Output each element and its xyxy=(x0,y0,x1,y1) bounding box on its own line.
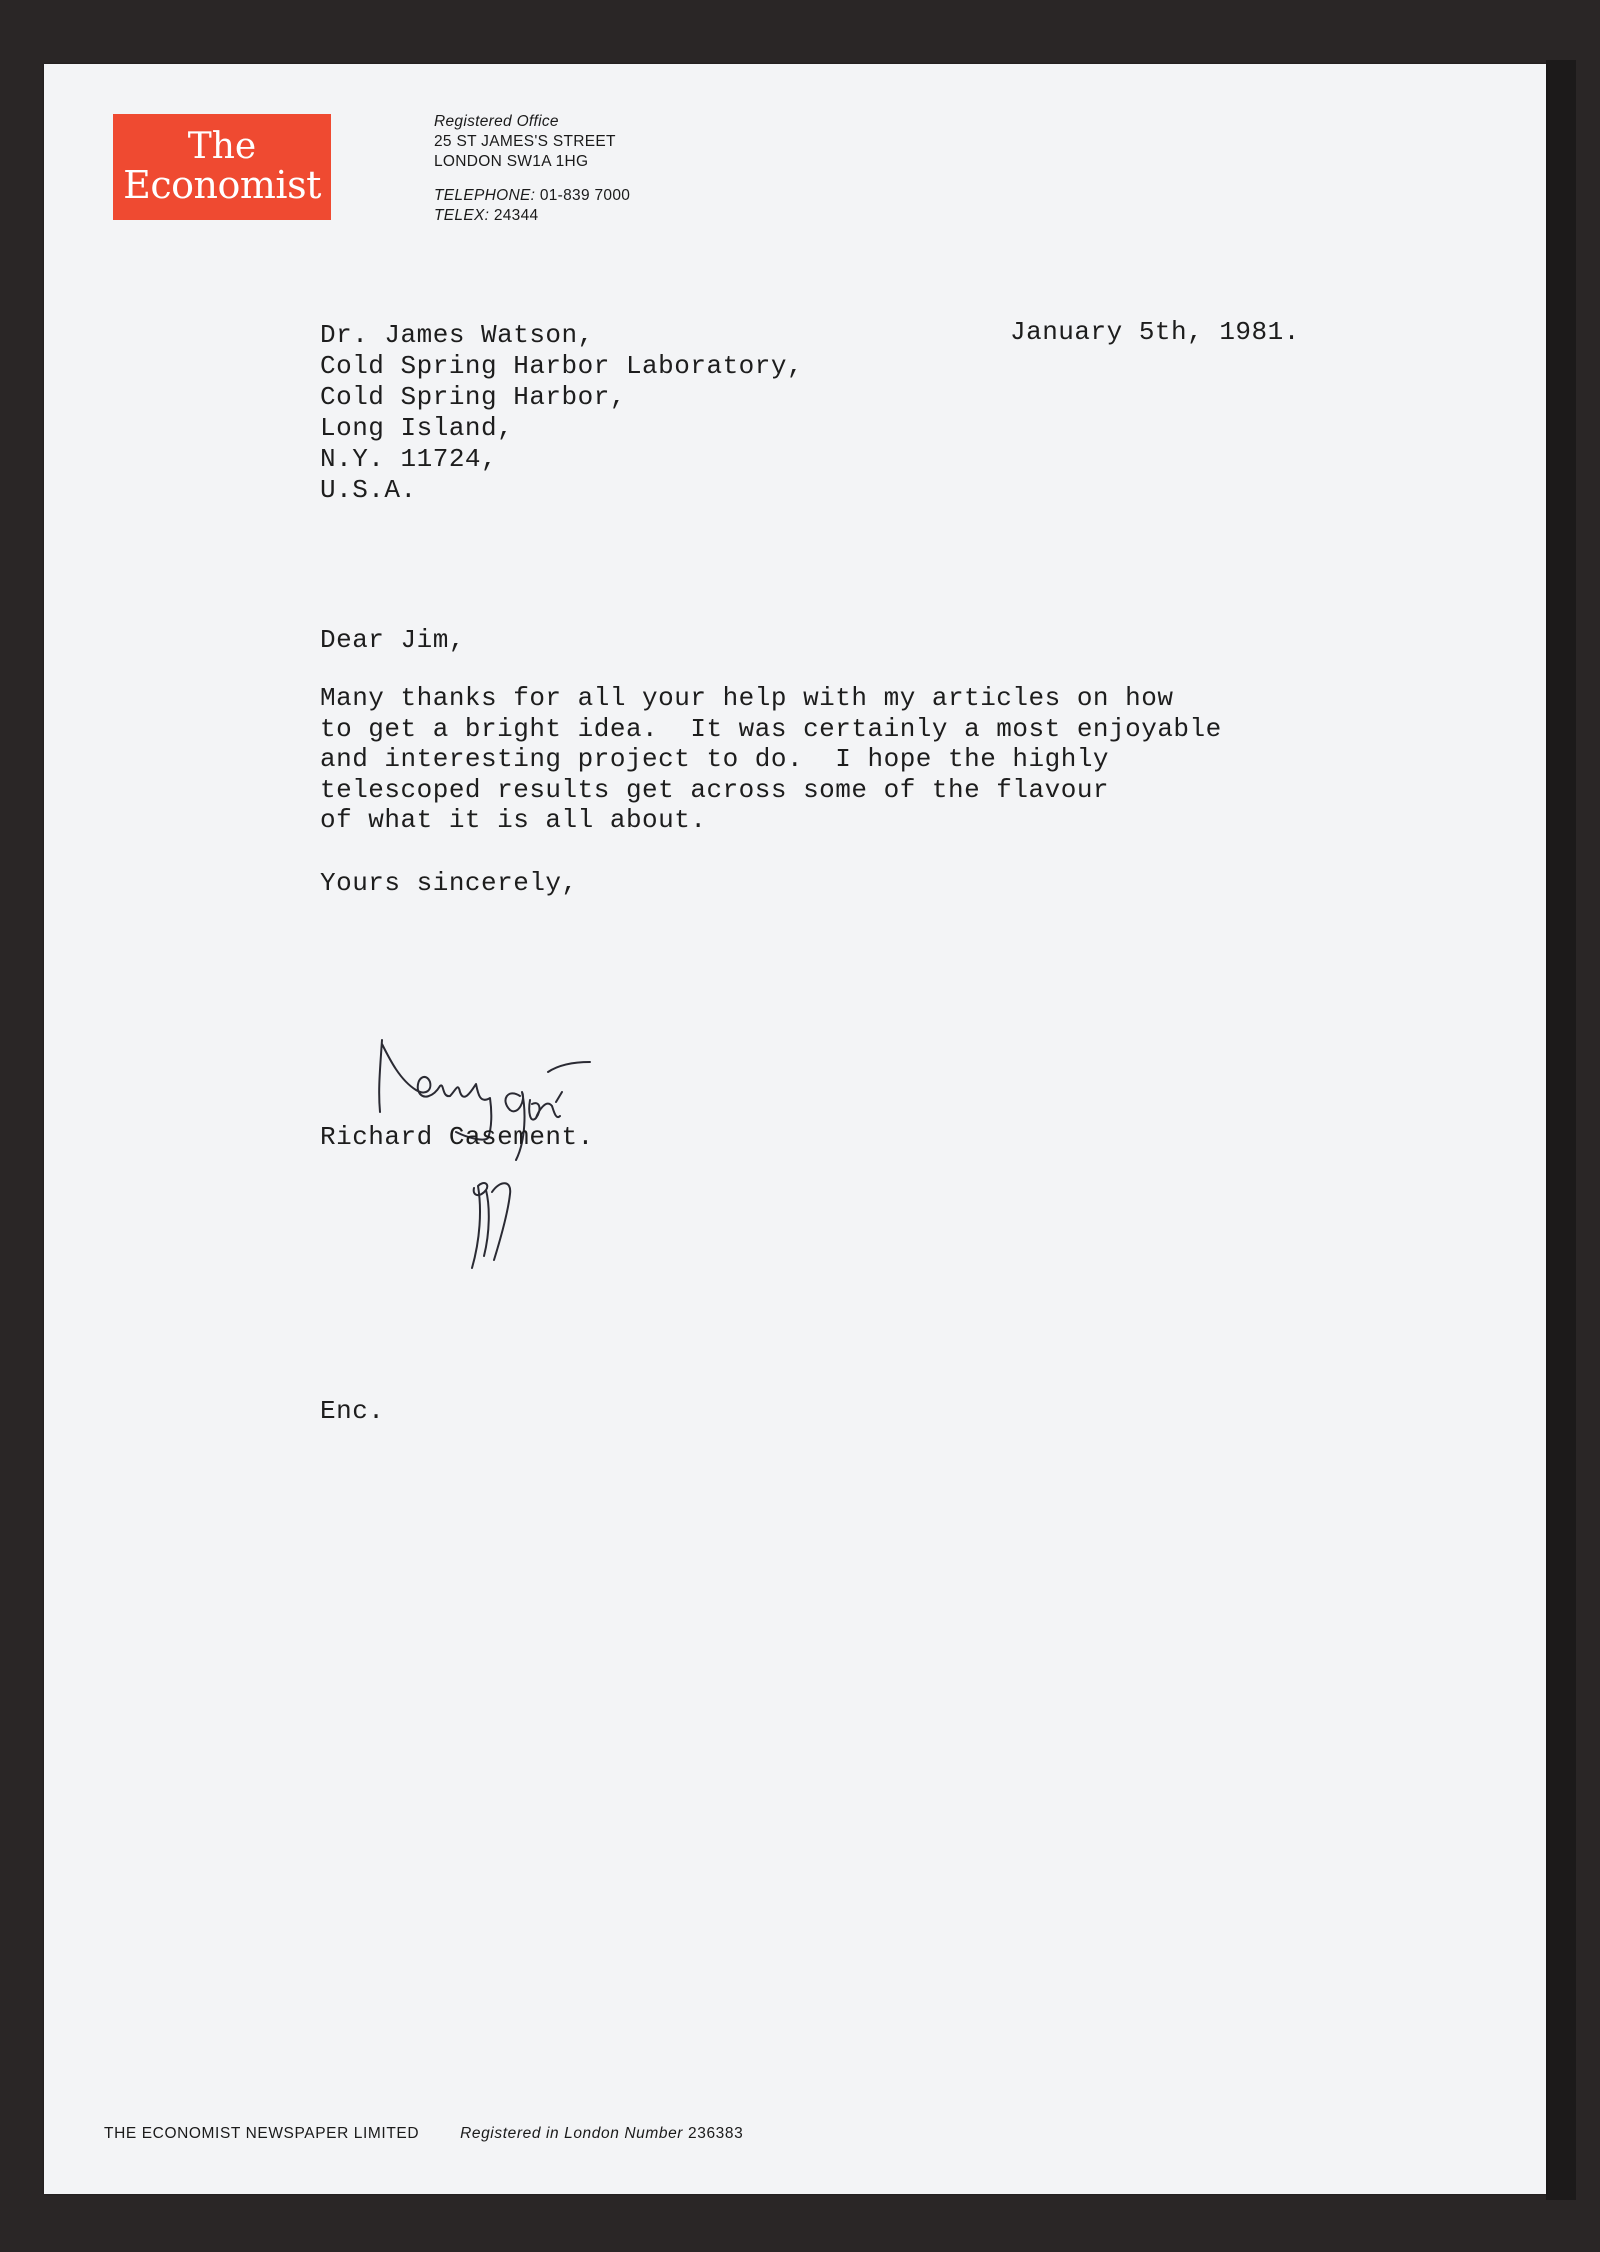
address-line: N.Y. 11724, xyxy=(320,444,498,474)
footer-registered-label: Registered in London Number xyxy=(460,2125,684,2142)
telephone-number: 01-839 7000 xyxy=(539,187,631,204)
body-line: to get a bright idea. It was certainly a most enjoyable xyxy=(320,713,1222,744)
office-street: 25 ST JAMES'S STREET xyxy=(434,133,616,150)
signer-name: Richard Casement. xyxy=(320,1122,594,1152)
body-line: of what it is all about. xyxy=(320,805,707,836)
footer-company: THE ECONOMIST NEWSPAPER LIMITED xyxy=(104,2125,420,2142)
address-line: Dr. James Watson, xyxy=(320,320,594,350)
binder-edge xyxy=(1546,60,1576,2200)
letter-date: January 5th, 1981. xyxy=(1010,317,1300,347)
logo-line-2: Economist xyxy=(123,163,321,207)
letter-body xyxy=(320,683,1222,836)
recipient-address xyxy=(320,320,803,506)
registered-office-block xyxy=(434,112,630,226)
telex-line xyxy=(434,206,630,226)
telephone-label: TELEPHONE: xyxy=(434,187,536,204)
address-line: Long Island, xyxy=(320,413,514,443)
office-city: LONDON SW1A 1HG xyxy=(434,153,589,170)
telex-label: TELEX: xyxy=(434,207,490,224)
closing: Yours sincerely, xyxy=(320,868,578,898)
letter-footer xyxy=(104,2124,743,2144)
enclosure-note: Enc. xyxy=(320,1396,385,1426)
address-line: U.S.A. xyxy=(320,475,417,505)
salutation: Dear Jim, xyxy=(320,625,465,655)
footer-registered-number: 236383 xyxy=(688,2125,744,2142)
body-line: telescoped results get across some of the flavour xyxy=(320,774,1110,805)
telephone-line xyxy=(434,186,630,206)
logo-line-1: The xyxy=(187,126,257,167)
office-label: Registered Office xyxy=(434,113,559,130)
telex-number: 24344 xyxy=(493,207,539,224)
address-line: Cold Spring Harbor Laboratory, xyxy=(320,351,804,381)
economist-logo xyxy=(113,114,331,220)
body-line: and interesting project to do. I hope the highly xyxy=(320,744,1110,775)
address-line: Cold Spring Harbor, xyxy=(320,382,626,412)
body-line: Many thanks for all your help with my articles on how xyxy=(320,683,1174,713)
